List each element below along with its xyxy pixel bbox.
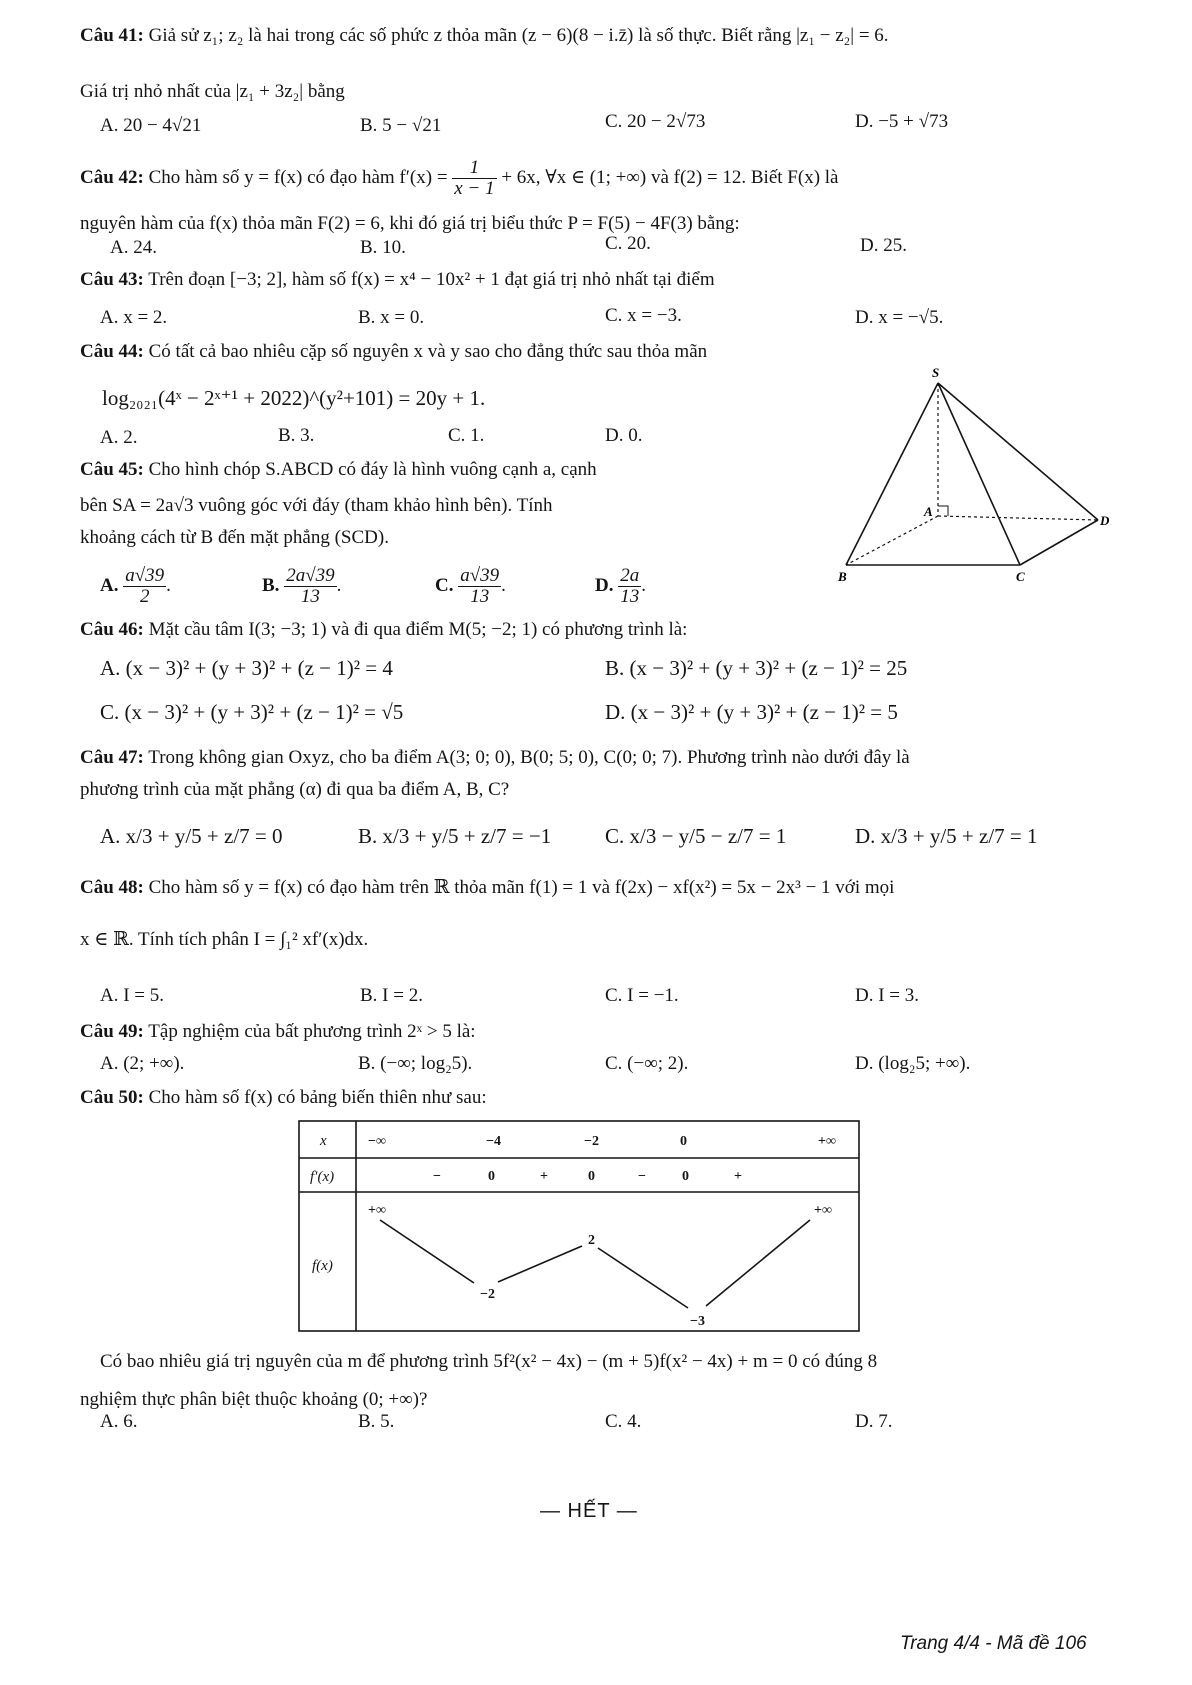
q42-option-d: D. 25. xyxy=(860,235,907,256)
table-f-value-2: −2 xyxy=(480,1287,495,1302)
q45-stem-2: bên SA = 2a√3 vuông góc với đáy (tham khảo hình bên). Tính xyxy=(80,495,553,516)
table-sign-7: + xyxy=(734,1169,742,1184)
end-marker: — HẾT — xyxy=(540,1500,638,1522)
edge-ad xyxy=(938,516,1098,520)
q44-equation: log₂₀₂₁(4ˣ − 2ˣ⁺¹ + 2022)^(y²+101) = 20y + 1. xyxy=(102,386,486,410)
edge-sd xyxy=(938,383,1098,520)
label-b: B xyxy=(838,569,847,584)
q46-option-b: B. (x − 3)² + (y + 3)² + (z − 1)² = 25 xyxy=(605,656,908,680)
q45-option-b-den: 13 xyxy=(300,586,320,607)
q41-stem xyxy=(80,24,889,48)
table-f-value-4: −3 xyxy=(690,1314,705,1329)
q50-stem xyxy=(80,1086,487,1110)
q45-stem-1 xyxy=(80,458,597,482)
q44-option-c: C. 1. xyxy=(448,425,485,446)
q45-option-c-num: a√39 xyxy=(460,565,500,586)
q48-stem-2: x ∈ ℝ. Tính tích phân I = ∫₁² xf′(x)dx. xyxy=(80,929,369,950)
q42-text-b: + 6x, ∀x ∈ (1; +∞) và f(2) = 12. Biết F(x) là xyxy=(501,166,839,188)
q48-label: Câu 48: xyxy=(80,877,144,898)
table-x-value-3: −2 xyxy=(584,1134,599,1149)
q45-option-d xyxy=(595,566,646,607)
q45-option-a-frac xyxy=(123,566,166,607)
q44-option-a: A. 2. xyxy=(100,427,138,448)
q45-option-c-letter: C. xyxy=(435,574,454,596)
q45-option-b-frac xyxy=(284,566,336,607)
q50-option-a: A. 6. xyxy=(100,1411,138,1432)
q46-option-a: A. (x − 3)² + (y + 3)² + (z − 1)² = 4 xyxy=(100,656,393,680)
q41-option-d: D. −5 + √73 xyxy=(855,111,949,132)
q49-option-b: B. (−∞; log₂5). xyxy=(358,1053,473,1074)
q45-option-a-letter: A. xyxy=(100,574,119,596)
q42-stem-2: nguyên hàm của f(x) thỏa mãn F(2) = 6, khi đó giá trị biểu thức P = F(5) − 4F(3) bằng: xyxy=(80,213,740,234)
q45-label: Câu 45: xyxy=(80,459,144,480)
q41-stem-2: Giá trị nhỏ nhất của |z₁ + 3z₂| bằng xyxy=(80,81,345,102)
q45-option-a-num: a√39 xyxy=(125,565,165,586)
edge-ab xyxy=(846,516,938,565)
edge-cd xyxy=(1020,520,1098,565)
q50-option-c: C. 4. xyxy=(605,1411,642,1432)
arrow-increase-1 xyxy=(498,1246,582,1282)
q46-text: Mặt cầu tâm I(3; −3; 1) và đi qua điểm M(5; −2; 1) có phương trình là: xyxy=(148,619,688,640)
label-a: A xyxy=(924,504,933,519)
q45-text-1: Cho hình chóp S.ABCD có đáy là hình vuông cạnh a, cạnh xyxy=(148,459,597,480)
arrow-decrease-2 xyxy=(598,1248,688,1308)
q48-option-d: D. I = 3. xyxy=(855,985,920,1006)
q48-stem xyxy=(80,876,894,900)
q45-stem-3: khoảng cách từ B đến mặt phẳng (SCD). xyxy=(80,527,389,548)
q47-stem xyxy=(80,746,910,770)
table-border xyxy=(299,1121,859,1331)
q49-option-c: C. (−∞; 2). xyxy=(605,1053,689,1074)
q42-frac-den: x − 1 xyxy=(454,178,495,199)
q43-label: Câu 43: xyxy=(80,269,144,290)
q46-option-c: C. (x − 3)² + (y + 3)² + (z − 1)² = √5 xyxy=(100,700,404,724)
label-d: D xyxy=(1100,513,1110,528)
q42-fraction xyxy=(452,158,496,199)
q42-option-a: A. 24. xyxy=(110,237,157,258)
q49-option-d: D. (log₂5; +∞). xyxy=(855,1053,971,1074)
pyramid-figure xyxy=(838,365,1108,585)
table-f-value-3: 2 xyxy=(588,1233,595,1248)
q45-option-c-tail: . xyxy=(501,574,506,596)
q45-option-b-num: 2a√39 xyxy=(286,565,335,586)
q49-label: Câu 49: xyxy=(80,1021,144,1042)
q43-option-c: C. x = −3. xyxy=(605,305,682,326)
q47-option-d: D. x/3 + y/5 + z/7 = 1 xyxy=(855,824,1038,848)
q47-option-c: C. x/3 − y/5 − z/7 = 1 xyxy=(605,824,787,848)
q46-stem xyxy=(80,618,687,642)
right-angle-mark xyxy=(938,506,948,516)
q41-label: Câu 41: xyxy=(80,25,144,46)
q47-label: Câu 47: xyxy=(80,747,144,768)
q42-option-b: B. 10. xyxy=(360,237,406,258)
q46-label: Câu 46: xyxy=(80,619,144,640)
q45-option-d-frac xyxy=(618,566,641,607)
q42-label: Câu 42: xyxy=(80,166,144,188)
q41-option-a: A. 20 − 4√21 xyxy=(100,115,202,136)
arrow-decrease-1 xyxy=(380,1220,474,1283)
q48-option-a: A. I = 5. xyxy=(100,985,165,1006)
q42-text-a: Cho hàm số y = f(x) có đạo hàm f′(x) = xyxy=(148,166,448,188)
q49-stem xyxy=(80,1020,476,1044)
q45-option-a-den: 2 xyxy=(139,586,150,607)
table-sign-1: − xyxy=(433,1169,441,1184)
q45-option-d-den: 13 xyxy=(620,586,640,607)
table-sign-5: − xyxy=(638,1169,646,1184)
q45-option-c-den: 13 xyxy=(470,586,490,607)
table-f-value-5: +∞ xyxy=(814,1203,832,1218)
q46-option-d: D. (x − 3)² + (y + 3)² + (z − 1)² = 5 xyxy=(605,700,898,724)
edge-sb xyxy=(846,383,938,565)
q48-option-b: B. I = 2. xyxy=(360,985,423,1006)
table-f-value-1: +∞ xyxy=(368,1203,386,1218)
q45-option-c xyxy=(435,566,506,607)
q44-option-d: D. 0. xyxy=(605,425,643,446)
q42-frac-num: 1 xyxy=(452,158,496,179)
q50-option-d: D. 7. xyxy=(855,1411,893,1432)
q41-text: Giả sử z₁; z₂ là hai trong các số phức z thỏa mãn (z − 6)(8 − i.z̄) là số thực. Biết rằng |z₁ − z₂| = 6. xyxy=(148,25,889,46)
edge-sc xyxy=(938,383,1020,565)
q44-option-b: B. 3. xyxy=(278,425,315,446)
q47-text: Trong không gian Oxyz, cho ba điểm A(3; 0; 0), B(0; 5; 0), C(0; 0; 7). Phương trình nào dưới đây là xyxy=(148,747,910,768)
label-s: S xyxy=(932,365,940,380)
q41-option-c: C. 20 − 2√73 xyxy=(605,111,706,132)
table-x-value-4: 0 xyxy=(680,1134,687,1149)
table-sign-6: 0 xyxy=(682,1169,689,1184)
table-f-header: f(x) xyxy=(312,1258,333,1274)
q49-text: Tập nghiệm của bất phương trình 2ˣ > 5 là: xyxy=(148,1021,476,1042)
q42-option-c: C. 20. xyxy=(605,233,651,254)
q47-option-a: A. x/3 + y/5 + z/7 = 0 xyxy=(100,824,283,848)
q43-option-d: D. x = −√5. xyxy=(855,307,944,328)
table-x-value-2: −4 xyxy=(486,1134,501,1149)
table-x-value-1: −∞ xyxy=(368,1134,386,1149)
q45-option-a xyxy=(100,566,171,607)
q43-text: Trên đoạn [−3; 2], hàm số f(x) = x⁴ − 10x² + 1 đạt giá trị nhỏ nhất tại điểm xyxy=(148,269,715,290)
table-x-value-5: +∞ xyxy=(818,1134,836,1149)
table-sign-4: 0 xyxy=(588,1169,595,1184)
q43-option-a: A. x = 2. xyxy=(100,307,168,328)
q47-option-b: B. x/3 + y/5 + z/7 = −1 xyxy=(358,824,552,848)
variation-table xyxy=(298,1120,860,1332)
q50-text: Cho hàm số f(x) có bảng biến thiên như sau: xyxy=(148,1087,487,1108)
q48-option-c: C. I = −1. xyxy=(605,985,679,1006)
q50-stem-3: nghiệm thực phân biệt thuộc khoảng (0; +∞)? xyxy=(80,1389,428,1410)
q48-text: Cho hàm số y = f(x) có đạo hàm trên ℝ thỏa mãn f(1) = 1 và f(2x) − xf(x²) = 5x − 2x³ − 1 với mọi xyxy=(148,877,895,898)
table-x-header: x xyxy=(320,1133,327,1149)
q44-stem xyxy=(80,340,707,364)
label-c: C xyxy=(1016,569,1025,584)
q43-stem xyxy=(80,268,715,292)
q47-stem-2: phương trình của mặt phẳng (α) đi qua ba điểm A, B, C? xyxy=(80,779,510,800)
q50-option-b: B. 5. xyxy=(358,1411,395,1432)
arrow-increase-2 xyxy=(706,1220,810,1306)
q45-option-a-tail: . xyxy=(166,574,171,596)
q45-option-d-num: 2a xyxy=(620,565,640,586)
q41-option-b: B. 5 − √21 xyxy=(360,115,442,136)
q43-option-b: B. x = 0. xyxy=(358,307,425,328)
table-sign-3: + xyxy=(540,1169,548,1184)
table-sign-2: 0 xyxy=(488,1169,495,1184)
q44-text: Có tất cả bao nhiêu cặp số nguyên x và y sao cho đẳng thức sau thỏa mãn xyxy=(148,341,708,362)
q50-stem-2: Có bao nhiêu giá trị nguyên của m để phương trình 5f²(x² − 4x) − (m + 5)f(x² − 4x) + m = 0 có đúng 8 xyxy=(100,1351,878,1372)
q50-label: Câu 50: xyxy=(80,1087,144,1108)
q49-option-a: A. (2; +∞). xyxy=(100,1053,185,1074)
q45-option-b-letter: B. xyxy=(262,574,280,596)
table-fprime-header: f′(x) xyxy=(310,1169,335,1185)
q45-option-d-letter: D. xyxy=(595,574,614,596)
q45-option-c-frac xyxy=(458,566,501,607)
q42-stem xyxy=(80,158,838,199)
q45-option-b xyxy=(262,566,341,607)
q45-option-b-tail: . xyxy=(336,574,342,596)
q44-label: Câu 44: xyxy=(80,341,144,362)
page-footer: Trang 4/4 - Mã đề 106 xyxy=(900,1633,1087,1654)
q45-option-d-tail: . xyxy=(641,574,646,596)
